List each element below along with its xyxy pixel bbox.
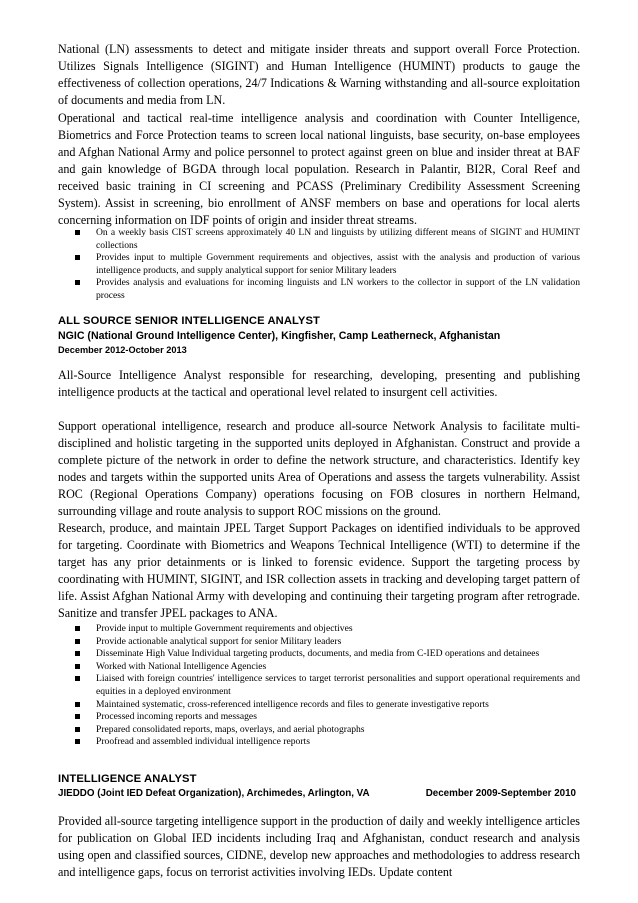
- list-item: Provide input to multiple Government requirements and objectives: [58, 623, 580, 636]
- bullet-icon: [75, 714, 80, 719]
- paragraph-all-source-summary: All-Source Intelligence Analyst responsible for researching, developing, presenting and publishing intelligence products at the tactical and operational level related to insurgent cell activities.: [58, 368, 580, 399]
- list-item: Disseminate High Value Individual targeting products, documents, and media from C-IED operations and detainees: [58, 648, 580, 661]
- bullet-icon: [75, 639, 80, 644]
- list-item: On a weekly basis CIST screens approximately 40 LN and linguists by utilizing different means of SIGINT and HUMINT collections: [58, 227, 580, 252]
- bullet-icon: [75, 626, 80, 631]
- list-item: Prepared consolidated reports, maps, overlays, and aerial photographs: [58, 724, 580, 737]
- job-dates-jieddo: December 2009-September 2010: [425, 788, 576, 799]
- bullet-icon: [75, 727, 80, 732]
- paragraph-jieddo-summary: Provided all-source targeting intelligence support in the production of daily and weekly intelligence articles for publication on Global IED incidents including Iraq and Afghanistan, conduct research and analysis using open and classified sources, CIDNE, develop new approaches and methodologies to address research and intelligence gaps, focus on terrorist activities involving IEDs. Update content: [58, 814, 580, 879]
- list-item: Provides input to multiple Government requirements and objectives, assist with the analysis and production of various intelligence products, and supply analytical support for senior Military leaders: [58, 252, 580, 277]
- job-org-jieddo: [58, 787, 580, 801]
- job-dates-ngic: December 2012-October 2013: [58, 345, 187, 355]
- list-item: Provides analysis and evaluations for incoming linguists and LN workers to the collector in support of the LN validation process: [58, 277, 580, 302]
- bullet-icon: [75, 676, 80, 681]
- paragraph-ln-assessments: National (LN) assessments to detect and mitigate insider threats and support overall Force Protection. Utilizes Signals Intelligence (SIGINT) and Human Intelligence (HUMINT) products to gauge the effectiveness of collection operations, 24/7 Indications & Warning withstanding and all-source exploitation of documents and media from LN.: [58, 42, 580, 107]
- job-org-ngic: NGIC (National Ground Intelligence Center), Kingfisher, Camp Leatherneck, Afghanistan: [58, 330, 501, 342]
- bullet-icon: [75, 664, 80, 669]
- paragraph-operational-analysis: Operational and tactical real-time intelligence analysis and coordination with Counter Intelligence, Biometrics and Force Protection teams to screen local national linguists, base security, on-base employees and Afghan National Army and police personnel to protect against green on blue and insider threat at BAF and gain knowledge of BGDA through local population. Research in Palantir, BI2R, Coral Reef and received basic training in CI screening and PCASS (Preliminary Credibility Assessment Screening System). Assist in screening, bio enrollment of ANSF members on base and operations for local alerts concerning information on IDF points of origin and insider threat streams.: [58, 111, 580, 227]
- paragraph-network-analysis: Support operational intelligence, research and produce all-source Network Analysis to facilitate multi-disciplined and holistic targeting in the supported units deployed in Afghanistan. Construct and provide a complete picture of the network in order to define the network structure, and characteristics. Identify key nodes and targets within the supported units Area of Operations and assess the targets vulnerability. Assist ROC (Regional Operations Company) operations focusing on FOB closures in northern Helmand, surrounding village and route analysis to support ROC missions on the ground.: [58, 419, 580, 518]
- list-item: Maintained systematic, cross-referenced intelligence records and files to generate investigative reports: [58, 699, 580, 712]
- bullet-icon: [75, 651, 80, 656]
- job-org-jieddo-text: JIEDDO (Joint IED Defeat Organization), Archimedes, Arlington, VA: [58, 788, 370, 799]
- bullet-icon: [75, 255, 80, 260]
- paragraph-jpel-packages: Research, produce, and maintain JPEL Target Support Packages on identified individuals to be approved for targeting. Coordinate with Biometrics and Weapons Technical Intelligence (WTI) to determine if the target has any prior detainments or is linked to forensic evidence. Support the targeting process by coordinating with HUMINT, SIGINT, and ISR collection assets in tracking and developing target pattern of life. Assist Afghan National Army with developing and continuing their targeting program after retrograde. Sanitize and transfer JPEL packages to ANA.: [58, 521, 580, 620]
- bullet-list-cist: [58, 227, 580, 303]
- list-item: Liaised with foreign countries' intelligence services to target terrorist personalities and support operational requirements and equities in a deployed environment: [58, 673, 580, 698]
- job-title-intelligence-analyst: INTELLIGENCE ANALYST: [58, 773, 197, 785]
- job-title-all-source: ALL SOURCE SENIOR INTELLIGENCE ANALYST: [58, 315, 320, 327]
- list-item: Processed incoming reports and messages: [58, 711, 580, 724]
- bullet-list-ngic: [58, 623, 580, 749]
- list-item: Provide actionable analytical support for senior Military leaders: [58, 636, 580, 649]
- bullet-icon: [75, 702, 80, 707]
- list-item: Proofread and assembled individual intelligence reports: [58, 736, 580, 749]
- bullet-icon: [75, 739, 80, 744]
- list-item: Worked with National Intelligence Agencies: [58, 661, 580, 674]
- bullet-icon: [75, 230, 80, 235]
- bullet-icon: [75, 280, 80, 285]
